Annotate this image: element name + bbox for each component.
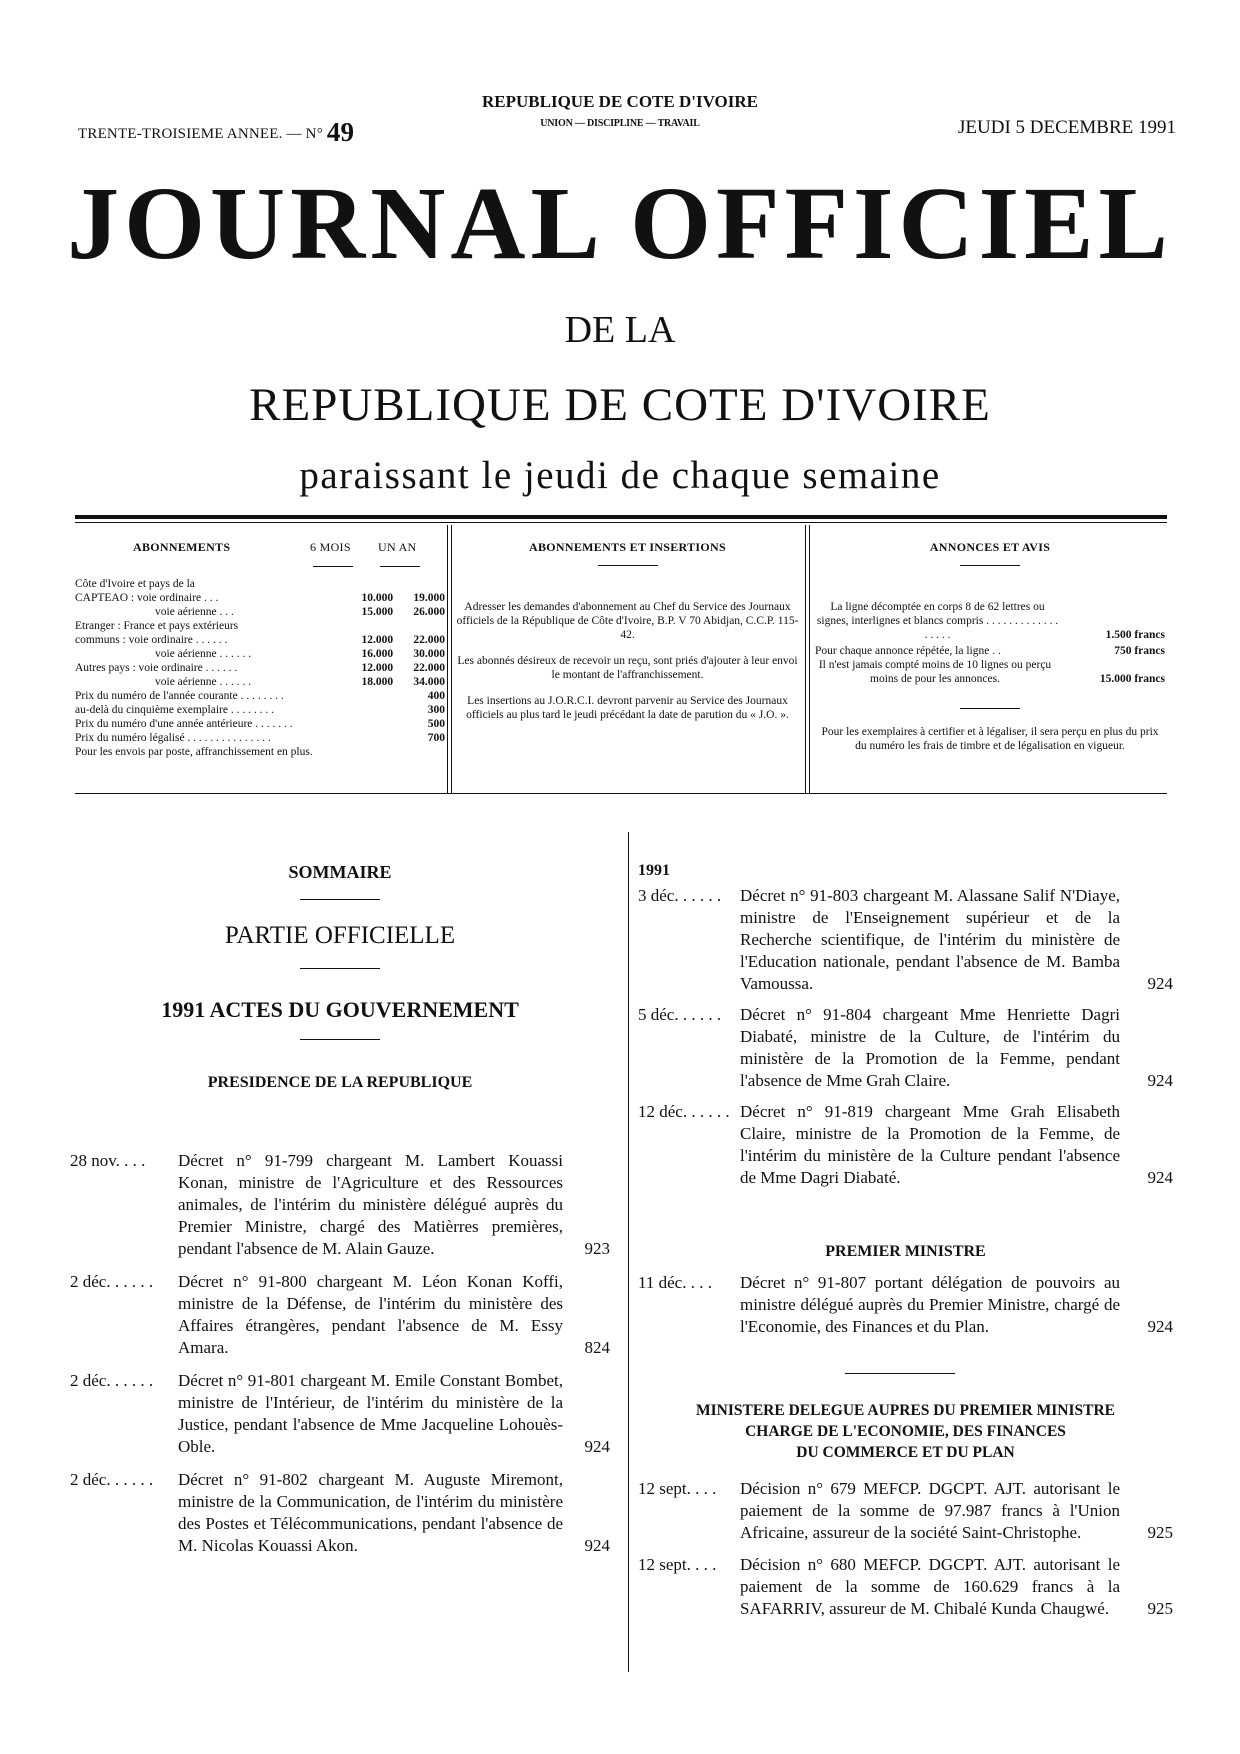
annonces-title: ANNONCES ET AVIS bbox=[929, 540, 1051, 554]
abonnements-title: ABONNEMENTS bbox=[133, 540, 231, 554]
col-6-mois: 6 MOIS bbox=[310, 540, 351, 554]
sommaire-entry bbox=[638, 1272, 1173, 1338]
subscription-6-mois: 18.000 bbox=[361, 676, 394, 688]
subscription-6-mois bbox=[341, 717, 393, 731]
subscription-6-mois bbox=[341, 619, 393, 633]
subscription-row bbox=[75, 675, 445, 689]
issue-date: JEUDI 5 DECEMBRE 1991 bbox=[958, 117, 1176, 138]
subscription-label: communs : voie ordinaire . . . . . . bbox=[75, 634, 228, 646]
annonces-minimum: Il n'est jamais compté moins de 10 lignes ou perçu moins de pour les annonces. bbox=[818, 659, 1052, 685]
annonces-legalisation: Pour les exemplaires à certifier et à légaliser, il sera perçu en plus du prix du numéro les frais de timbre et de légalisation en vigueur. bbox=[821, 726, 1159, 752]
subscription-6-mois: 12.000 bbox=[361, 634, 394, 646]
subscription-un-an: 400 bbox=[427, 690, 445, 702]
entry-page-number: 924 bbox=[1147, 1071, 1173, 1090]
sommaire-entry bbox=[70, 1150, 610, 1260]
entry-date: 3 déc. . . . . . bbox=[638, 886, 722, 905]
actes-dash bbox=[300, 1039, 380, 1040]
republic-motto: UNION — DISCIPLINE — TRAVAIL bbox=[540, 118, 700, 129]
subscription-row bbox=[75, 717, 445, 731]
subscription-un-an: 500 bbox=[427, 718, 445, 730]
subscription-un-an: 300 bbox=[427, 704, 445, 716]
annonces-panel bbox=[815, 540, 1165, 753]
sommaire-entry bbox=[638, 885, 1173, 995]
sommaire-entry bbox=[638, 1101, 1173, 1189]
entry-page-number: 924 bbox=[584, 1536, 610, 1555]
subscription-6-mois bbox=[341, 577, 393, 591]
subscription-6-mois: 12.000 bbox=[361, 662, 394, 674]
pm-dash bbox=[845, 1373, 955, 1374]
sommaire-entry bbox=[638, 1478, 1173, 1544]
ministere-line-3: DU COMMERCE ET DU PLAN bbox=[796, 1444, 1015, 1461]
subscription-row bbox=[75, 577, 445, 591]
entry-text: Décret n° 91-802 chargeant M. Auguste Miremont, ministre de la Communication, de l'intérim du ministère des Postes et Télécommunications, pendant l'absence de M. Nicolas Kouassi Akon. bbox=[178, 1470, 563, 1555]
col-un-an: UN AN bbox=[378, 540, 417, 554]
subscription-6-mois bbox=[341, 731, 393, 745]
actes-gouvernement: 1991 ACTES DU GOUVERNEMENT bbox=[161, 997, 519, 1022]
entry-date: 2 déc. . . . . . bbox=[70, 1272, 154, 1291]
entry-date: 11 déc. . . . bbox=[638, 1273, 712, 1292]
entry-page-number: 924 bbox=[1147, 974, 1173, 993]
subscription-table bbox=[75, 577, 445, 759]
col-dash-2 bbox=[380, 566, 420, 567]
subscription-un-an bbox=[393, 745, 445, 759]
subscription-row bbox=[75, 745, 445, 759]
sommaire-entry bbox=[638, 1554, 1173, 1620]
premier-ministre-heading: PREMIER MINISTRE bbox=[825, 1243, 986, 1260]
annonces-line-rate: La ligne décomptée en corps 8 de 62 lettres ou signes, interlignes et blancs compris . . . . . . . . . . . . . . . . . . bbox=[816, 601, 1059, 641]
entry-text: Décision n° 679 MEFCP. DGCPT. AJT. autorisant le paiement de la somme de 97.987 francs à l'Union Africaine, assureur de la société Saint-Christophe. bbox=[740, 1479, 1120, 1542]
journal-title: JOURNAL OFFICIEL bbox=[67, 166, 1173, 281]
subscription-label: Etranger : France et pays extérieurs bbox=[75, 620, 239, 632]
box-divider-2b bbox=[809, 525, 810, 793]
box-divider-1b bbox=[451, 525, 452, 793]
col-dash-1 bbox=[313, 566, 353, 567]
box-divider-1 bbox=[447, 525, 448, 793]
column-divider bbox=[628, 832, 629, 1672]
sommaire-dash bbox=[300, 899, 380, 900]
insertions-p3: Les insertions au J.O.R.C.I. devront parvenir au Service des Journaux officiels au plus tard le jeudi précédant la date de parution du « J.O. ». bbox=[466, 695, 789, 721]
entry-text: Décision n° 680 MEFCP. DGCPT. AJT. autorisant le paiement de la somme de 160.629 francs à la SAFARRIV, assureur de M. Chibalé Kunda Chaugwé. bbox=[740, 1555, 1120, 1618]
subscription-row bbox=[75, 731, 445, 745]
insertions-panel bbox=[455, 540, 800, 722]
subscription-un-an: 26.000 bbox=[413, 606, 445, 618]
annonces-repeat: Pour chaque annonce répétée, la ligne . . bbox=[815, 645, 1001, 657]
subscription-6-mois: 16.000 bbox=[361, 648, 394, 660]
entry-page-number: 925 bbox=[1147, 1599, 1173, 1618]
subscription-un-an: 22.000 bbox=[413, 662, 445, 674]
entry-date: 12 sept. . . . bbox=[638, 1555, 717, 1574]
box-divider-2 bbox=[805, 525, 806, 793]
subscription-label: voie aérienne . . . . . . bbox=[155, 676, 252, 688]
entry-page-number: 924 bbox=[584, 1437, 610, 1456]
insertions-dash bbox=[598, 565, 658, 566]
ministere-line-1: MINISTERE DELEGUE AUPRES DU PREMIER MINISTRE bbox=[696, 1402, 1115, 1419]
insertions-title: ABONNEMENTS ET INSERTIONS bbox=[529, 540, 726, 554]
year-label: TRENTE-TROISIEME ANNEE. — N° bbox=[78, 126, 323, 142]
annonces-minimum-value: 15.000 francs bbox=[1099, 673, 1165, 685]
right-year: 1991 bbox=[638, 862, 670, 879]
subscription-un-an: 19.000 bbox=[413, 592, 445, 604]
subscription-un-an: 700 bbox=[427, 732, 445, 744]
annonces-line-rate-value: 1.500 francs bbox=[1105, 629, 1165, 641]
box-top-rule bbox=[75, 515, 1167, 519]
entry-date: 5 déc. . . . . . bbox=[638, 1005, 722, 1024]
subscription-label: Prix du numéro d'une année antérieure . . . . . . . bbox=[75, 718, 293, 730]
subscription-un-an: 34.000 bbox=[413, 676, 445, 688]
republic-name: REPUBLIQUE DE COTE D'IVOIRE bbox=[482, 92, 758, 111]
entry-text: Décret n° 91-801 chargeant M. Emile Constant Bombet, ministre de l'Intérieur, de l'intérim du ministère de la Justice, pendant l'absence de Mme Jacqueline Lohouès-Oble. bbox=[178, 1371, 563, 1456]
subscription-label: Autres pays : voie ordinaire . . . . . . bbox=[75, 662, 238, 674]
subscription-label: voie aérienne . . . bbox=[155, 606, 234, 618]
de-la: DE LA bbox=[564, 309, 676, 351]
sommaire-entry bbox=[70, 1469, 610, 1557]
sommaire-entry bbox=[638, 1004, 1173, 1092]
subscription-row bbox=[75, 647, 445, 661]
subscription-row bbox=[75, 661, 445, 675]
sommaire-entry bbox=[70, 1370, 610, 1458]
ministere-heading bbox=[638, 1400, 1173, 1463]
entry-text: Décret n° 91-819 chargeant Mme Grah Elisabeth Claire, ministre de la Promotion de la Femme, de l'intérim du ministère de la Culture pendant l'absence de Mme Dagri Diabaté. bbox=[740, 1102, 1120, 1187]
sommaire-title: SOMMAIRE bbox=[288, 862, 392, 882]
subscription-un-an: 30.000 bbox=[413, 648, 445, 660]
entry-text: Décret n° 91-804 chargeant Mme Henriette Dagri Diabaté, ministre de la Culture, de l'intérim du ministère de la Promotion de la Femme, pendant l'absence de Mme Grah Claire. bbox=[740, 1005, 1120, 1090]
issue-number: 49 bbox=[326, 117, 355, 147]
subscription-un-an bbox=[393, 619, 445, 633]
entry-text: Décret n° 91-800 chargeant M. Léon Konan Koffi, ministre de la Défense, de l'intérim du ministère des Affaires étrangères, pendant l'absence de M. Essy Amara. bbox=[178, 1272, 563, 1357]
entry-date: 12 sept. . . . bbox=[638, 1479, 717, 1498]
insertions-p1: Adresser les demandes d'abonnement au Chef du Service des Journaux officiels de la République de Côte d'Ivoire, B.P. V 70 Abidjan, C.C.P. 115-42. bbox=[456, 601, 799, 641]
partie-dash bbox=[300, 968, 380, 969]
subscription-row bbox=[75, 619, 445, 633]
abonnements-panel bbox=[75, 540, 445, 759]
subscription-row bbox=[75, 591, 445, 605]
entry-page-number: 924 bbox=[1147, 1168, 1173, 1187]
subscription-un-an bbox=[393, 577, 445, 591]
entry-date: 2 déc. . . . . . bbox=[70, 1470, 154, 1489]
insertions-p2: Les abonnés désireux de recevoir un reçu, sont priés d'ajouter à leur envoi le montant de l'affranchissement. bbox=[457, 655, 798, 681]
entry-date: 28 nov. . . . bbox=[70, 1151, 146, 1170]
box-top-rule-thin bbox=[75, 522, 1167, 523]
entry-date: 2 déc. . . . . . bbox=[70, 1371, 154, 1390]
subscription-row bbox=[75, 633, 445, 647]
year-issue-label bbox=[78, 117, 354, 148]
subscription-label: Prix du numéro de l'année courante . . . . . . . . bbox=[75, 690, 284, 702]
ministere-line-2: CHARGE DE L'ECONOMIE, DES FINANCES bbox=[745, 1423, 1066, 1440]
republic-heading bbox=[430, 92, 810, 129]
subscription-label: Pour les envois par poste, affranchissement en plus. bbox=[75, 746, 313, 758]
subscription-label: Prix du numéro légalisé . . . . . . . . . . . . . . . bbox=[75, 732, 271, 744]
entry-page-number: 824 bbox=[584, 1338, 610, 1357]
subscription-label: Côte d'Ivoire et pays de la bbox=[75, 578, 195, 590]
annonces-repeat-value: 750 francs bbox=[1114, 645, 1165, 657]
entry-text: Décret n° 91-807 portant délégation de pouvoirs au ministre délégué auprès du Premier Ministre, chargé de l'Economie, des Finances et du Plan. bbox=[740, 1273, 1120, 1336]
sommaire-left-column bbox=[70, 862, 610, 1092]
subscription-row bbox=[75, 689, 445, 703]
subscription-6-mois bbox=[341, 745, 393, 759]
annonces-dash-2 bbox=[960, 708, 1020, 709]
subscription-label: voie aérienne . . . . . . bbox=[155, 648, 252, 660]
subscription-un-an: 22.000 bbox=[413, 634, 445, 646]
subscription-6-mois bbox=[341, 703, 393, 717]
subscription-6-mois bbox=[341, 689, 393, 703]
entry-page-number: 923 bbox=[584, 1239, 610, 1258]
subscription-6-mois: 15.000 bbox=[361, 606, 394, 618]
entry-date: 12 déc. . . . . . bbox=[638, 1102, 730, 1121]
entry-page-number: 925 bbox=[1147, 1523, 1173, 1542]
subscription-label: CAPTEAO : voie ordinaire . . . bbox=[75, 592, 219, 604]
sommaire-entry bbox=[70, 1271, 610, 1359]
subscription-label: au-delà du cinquième exemplaire . . . . . . . . bbox=[75, 704, 274, 716]
publication-frequency: paraissant le jeudi de chaque semaine bbox=[299, 454, 941, 497]
entry-text: Décret n° 91-803 chargeant M. Alassane Salif N'Diaye, ministre de l'Enseignement supérieur et de la Recherche scientifique, de l'intérim du ministère de l'Education nationale, pendant l'absence de M. Bamba Vamoussa. bbox=[740, 886, 1120, 993]
annonces-dash bbox=[960, 565, 1020, 566]
country-title: REPUBLIQUE DE COTE D'IVOIRE bbox=[249, 379, 991, 431]
entry-page-number: 924 bbox=[1147, 1317, 1173, 1336]
subscription-row bbox=[75, 703, 445, 717]
partie-officielle: PARTIE OFFICIELLE bbox=[224, 922, 456, 949]
subscription-6-mois: 10.000 bbox=[361, 592, 394, 604]
premier-ministre-section bbox=[638, 1243, 1173, 1261]
box-bottom-rule bbox=[75, 793, 1167, 794]
entry-text: Décret n° 91-799 chargeant M. Lambert Kouassi Konan, ministre de l'Agriculture et des Ressources animales, de l'intérim du ministère délégué auprès du Premier Ministre, chargé des Matièrres premières, pendant l'absence de M. Alain Gauze. bbox=[178, 1151, 563, 1258]
subscription-row bbox=[75, 605, 445, 619]
presidence-heading: PRESIDENCE DE LA REPUBLIQUE bbox=[207, 1074, 473, 1091]
